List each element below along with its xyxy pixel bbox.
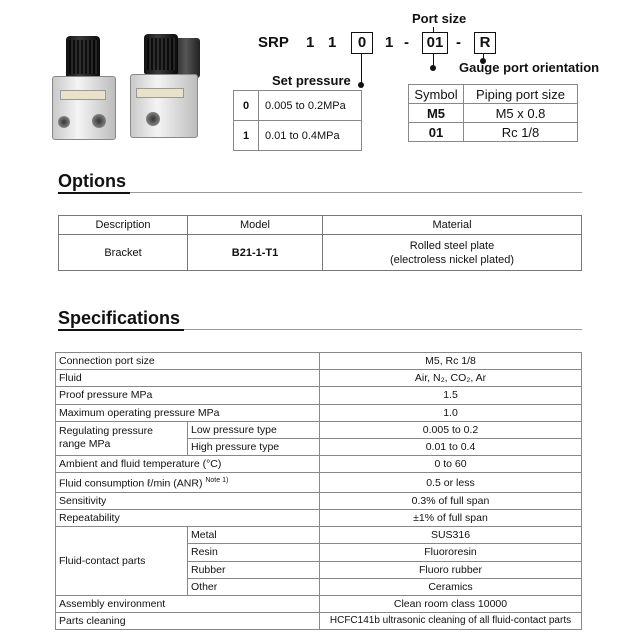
spec-row [56,492,582,509]
spec-sublabel: Metal [188,527,320,544]
spec-label [56,421,188,455]
consumption-note: Note 1) [205,477,229,485]
spec-value: Fluoro rubber [320,561,582,578]
spec-label: Proof pressure MPa [56,387,320,404]
regulating-label-line-2: range MPa [59,438,111,451]
option-material-line-2: (electroless nickel plated) [389,253,515,266]
spec-value: M5, Rc 1/8 [320,353,582,370]
spec-label: Parts cleaning [56,613,320,630]
label-strip-left [60,90,106,100]
pressure-range: 0.005 to 0.2MPa [259,91,362,121]
specifications-title: Specifications [58,308,181,328]
specifications-title-rule [58,329,184,331]
option-description: Bracket [59,235,188,271]
orientation-box: R [474,32,496,54]
set-pressure-label: Set pressure [272,73,351,88]
spec-value: Clean room class 10000 [320,595,582,612]
options-title: Options [58,171,126,191]
options-title-rule [58,192,130,194]
set-pressure-table [233,90,362,151]
specifications-rule [184,329,582,330]
option-material-line-1: Rolled steel plate [409,239,495,252]
port-symbol: M5 [409,104,464,123]
spec-row [56,387,582,404]
spec-label: Fluid-contact parts [56,527,188,596]
product-image-left [48,36,118,141]
port-table-dot [430,65,436,71]
spec-row [56,421,582,438]
port-size: M5 x 0.8 [464,104,578,123]
spec-value: ±1% of full span [320,510,582,527]
spec-label: Assembly environment [56,595,320,612]
spec-row [56,595,582,612]
specifications-table [55,352,582,630]
spec-row [56,456,582,473]
model-dash-2: - [456,34,461,51]
model-prefix: SRP [258,34,289,51]
options-table [58,215,582,271]
pressure-dot [358,82,364,88]
spec-label: Connection port size [56,353,320,370]
spec-value: 1.5 [320,387,582,404]
model-digit-1: 1 [306,34,315,51]
pressure-row [234,91,362,121]
spec-label [56,473,320,493]
option-material [323,235,582,271]
options-header-description: Description [59,216,188,235]
spec-row [56,527,582,544]
pressure-range: 0.01 to 0.4MPa [259,121,362,151]
port-left-2 [92,114,106,128]
model-digit-2: 1 [328,34,337,51]
spec-value: HCFC141b ultrasonic cleaning of all fluid-contact parts [320,613,582,630]
product-image-right [128,30,208,140]
label-strip-right [136,88,184,98]
gauge-label: Gauge port orientation [459,60,600,75]
spec-sublabel: Low pressure type [188,421,320,438]
pressure-code: 0 [234,91,259,121]
port-size-box: 01 [422,32,448,54]
options-header-model: Model [188,216,323,235]
spec-label: Ambient and fluid temperature (°C) [56,456,320,473]
port-right [146,112,160,126]
spec-row [56,613,582,630]
spec-value: 0.3% of full span [320,492,582,509]
spec-value: SUS316 [320,527,582,544]
port-table-row [409,123,578,142]
port-table-row [409,104,578,123]
model-digit-4: 1 [385,34,394,51]
spec-value: Air, N₂, CO₂, Ar [320,370,582,387]
spec-row [56,510,582,527]
spec-value: 0.005 to 0.2 [320,421,582,438]
spec-value: 0 to 60 [320,456,582,473]
port-size-leader [433,27,434,33]
spec-row [56,370,582,387]
pressure-row [234,121,362,151]
regulating-label-line-1: Regulating pressure [59,425,153,438]
spec-value: 1.0 [320,404,582,421]
option-model: B21-1-T1 [188,235,323,271]
spec-label: Fluid [56,370,320,387]
port-table-header [409,85,578,104]
knob-right [144,34,178,74]
options-rule [130,192,582,193]
spec-row [56,404,582,421]
spec-value: 0.01 to 0.4 [320,438,582,455]
piping-size-header: Piping port size [464,85,578,104]
spec-sublabel: Rubber [188,561,320,578]
piping-port-table [408,84,578,142]
spec-row [56,353,582,370]
pressure-code-box: 0 [351,32,373,54]
options-row [59,235,582,271]
body-left [52,76,116,140]
spec-label: Sensitivity [56,492,320,509]
port-left [58,116,70,128]
spec-value: Fluororesin [320,544,582,561]
options-header-material: Material [323,216,582,235]
pressure-leader [361,53,362,85]
spec-value: Ceramics [320,578,582,595]
symbol-header: Symbol [409,85,464,104]
port-size: Rc 1/8 [464,123,578,142]
spec-label: Maximum operating pressure MPa [56,404,320,421]
spec-value: 0.5 or less [320,473,582,493]
spec-label: Repeatability [56,510,320,527]
port-symbol: 01 [409,123,464,142]
spec-sublabel: High pressure type [188,438,320,455]
spec-sublabel: Other [188,578,320,595]
port-size-label: Port size [412,11,467,26]
pressure-code: 1 [234,121,259,151]
knob-left [66,36,100,78]
options-header [59,216,582,235]
spec-sublabel: Resin [188,544,320,561]
model-dash-1: - [404,34,409,51]
consumption-label: Fluid consumption ℓ/min (ANR) [59,477,203,490]
spec-row [56,473,582,493]
body-right [130,74,198,138]
